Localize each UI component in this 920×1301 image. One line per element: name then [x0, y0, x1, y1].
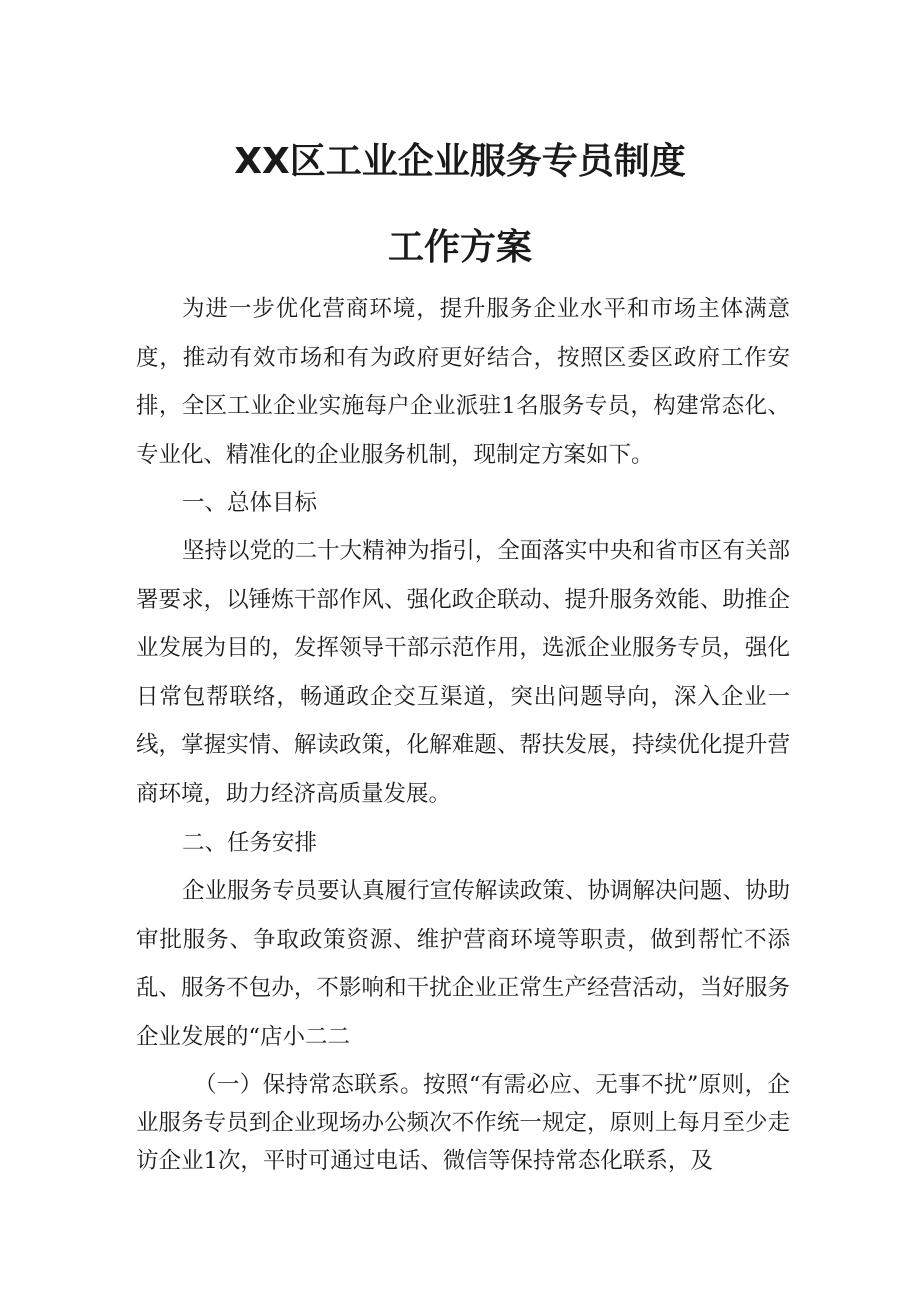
document-title-line2: 工作方案 — [387, 227, 532, 268]
section-heading-goal: 一、总体目标 — [182, 490, 318, 516]
tasks-paragraph: 企业服务专员要认真履行宣传解读政策、协调解决问题、协助审批服务、争取政策资源、维护营商环境等职责，做到帮忙不添乱、服务不包办，不影响和干扰企业正常生产经营活动，当好服务企业发展的“店小二二 — [136, 878, 790, 1050]
intro-paragraph: 为进一步优化营商环境，提升服务企业水平和市场主体满意度，推动有效市场和有为政府更好结合，按照区委区政府工作安排，全区工业企业实施每户企业派驻1名服务专员，构建常态化、专业化、精准化的企业服务机制，现制定方案如下。 — [136, 296, 790, 468]
goal-paragraph: 坚持以党的二十大精神为指引，全面落实中央和省市区有关部署要求，以锤炼干部作风、强化政企联动、提升服务效能、助推企业发展为目的，发挥领导干部示范作用，选派企业服务专员，强化日常包帮联络，畅通政企交互渠道，突出问题导向，深入企业一线，掌握实情、解读政策，化解难题、帮扶发展，持续优化提升营商环境，助力经济高质量发展。 — [136, 538, 790, 807]
document-title-line1: XX区工业企业服务专员制度 — [234, 141, 686, 182]
item1-paragraph: （一）保持常态联系。按照“有需必应、无事不扰”原则，企业服务专员到企业现场办公频次不作统一规定，原则上每月至少走访企业1次，平时可通过电话、微信等保持常态化联系，及 — [136, 1072, 790, 1174]
section-heading-tasks: 二、任务安排 — [182, 830, 318, 856]
